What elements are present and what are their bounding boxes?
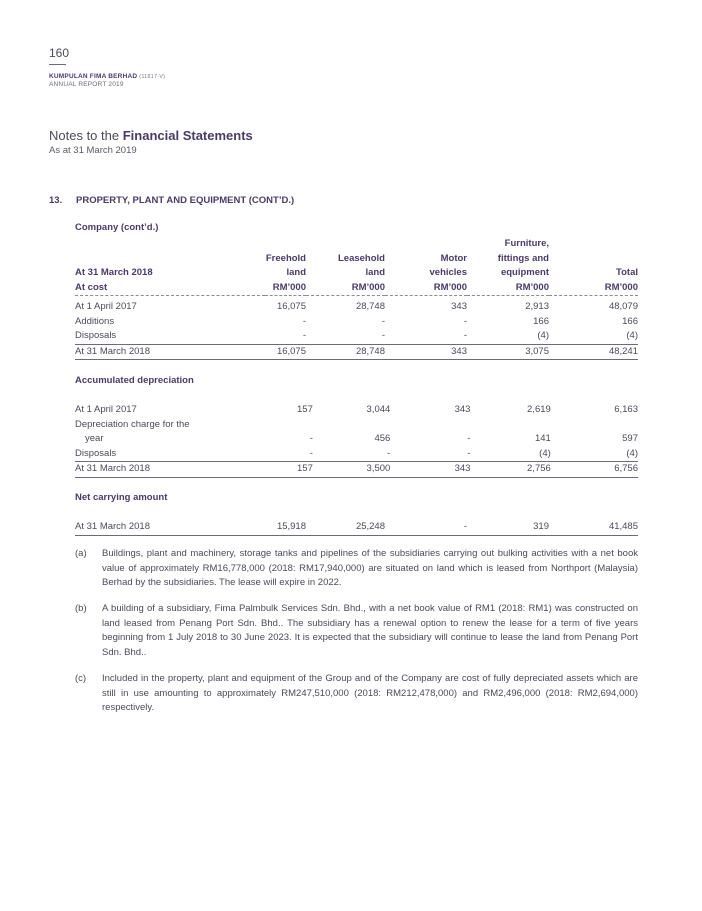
note-text: Buildings, plant and machinery, storage tanks and pipelines of the subsidiaries carrying out bulking activities with a net book value of approximately RM16,778,000 (2018: RM17,940,000) are situated on land which is leased from Northport (Malaysia) Berhad by the subsidiaries. The lease will expire in 2022. [102,548,638,589]
table-cell: 343 [385,344,467,360]
table-cell: - [385,329,467,344]
table-cell: 28,748 [355,301,385,312]
table-cell: 166 [533,315,549,327]
table-cell: 2,756 [470,462,550,478]
table-cell: - [463,315,467,327]
table-cell: 3,500 [313,462,390,478]
table-cell: 41,485 [549,520,638,535]
table-row [75,329,638,344]
header-row-3 [75,266,638,281]
header-cell: land [365,267,385,279]
table-cell: 16,075 [265,344,306,360]
page-title-prefix: Notes to the [49,128,120,143]
header-cell [306,237,385,252]
page-number: 160 [49,46,70,60]
page-title [49,128,253,143]
header-cell: RM’000 [467,281,549,296]
table-cell: 48,079 [608,301,638,312]
note-tag: (a) [75,548,87,559]
table-cell [470,418,550,433]
header-cell: Motor [440,252,467,264]
depreciation-table [75,403,638,478]
table-cell: (4) [467,329,549,344]
table-cell: 25,248 [306,520,385,535]
table-cell: (4) [551,447,638,462]
table-cell: - [467,433,471,445]
row-label: Disposals [75,447,273,462]
row-label: At 31 March 2018 [75,520,265,535]
table-cell: - [302,315,306,327]
header-cell [265,237,306,252]
table-cell: 343 [390,462,470,478]
table-cell: 2,619 [527,404,551,415]
header-cell: At cost [75,281,265,296]
header-cell [75,252,265,267]
table-cell: 3,044 [366,404,391,415]
row-label: At 31 March 2018 [75,462,273,478]
section-title: PROPERTY, PLANT AND EQUIPMENT (CONT’D.) [76,195,295,206]
row-label: At 31 March 2018 [75,344,265,360]
note-a [75,547,638,591]
table-cell: (4) [549,329,638,344]
table-cell: 319 [467,520,549,535]
header-cell: vehicles [429,267,467,279]
table-cell: 16,075 [276,301,306,312]
note-text: A building of a subsidiary, Fima Palmbulk Services Sdn. Bhd., with a net book value of RM1 (2018: RM1) was constructed on land leased from Penang Port Sdn. Bhd.. The subsidiary has a renewal option to renew the lease for a term of five years beginning from 1 July 2018 to 30 June 2023. It is expected that the subsidiary will continue to lease the land from Penang Port Sdn. Bhd.. [102,603,638,658]
header-cell [385,237,467,252]
company-name-text: KUMPULAN FIMA BERHAD [49,73,138,80]
table-row [75,315,638,330]
header-cell: land [286,267,306,279]
note-tag: (c) [75,673,87,684]
header-cell: RM’000 [306,281,385,296]
table-row [75,432,638,447]
table-cell: 28,748 [306,344,385,360]
header-row-2 [75,252,638,267]
table-cell: 6,163 [614,404,638,415]
header-cell: RM’000 [549,281,638,296]
table-cell: 456 [374,433,391,445]
row-label: year [85,433,104,445]
header-cell [549,237,638,252]
table-row [75,418,638,433]
table-row-total [75,462,638,478]
table-cell: 6,756 [551,462,638,478]
table-cell: - [273,447,313,462]
note-text: Included in the property, plant and equipment of the Group and of the Company are cost of fully depreciated assets which are still in use amounting to approximately RM247,510,000 (2018: RM212,478,000) and RM2,496,000 (2018: RM2,694,000) respectively. [102,673,638,714]
table-row-total [75,520,638,535]
table-cell: 343 [451,301,467,312]
row-label: Additions [75,315,115,327]
table-cell: 48,241 [549,344,638,360]
table-cell [313,418,390,433]
ppe-header-table [75,237,638,296]
header-cell: equipment [500,267,549,279]
table-cell: - [306,329,385,344]
row-label: Depreciation charge for the [75,418,190,430]
header-cell: RM’000 [265,281,306,296]
accumulated-depreciation-heading: Accumulated depreciation [75,375,194,386]
section-heading [49,195,294,206]
table-row [75,447,638,462]
header-cell [75,237,265,252]
row-label: At 1 April 2017 [75,301,137,312]
table-cell: 157 [297,404,313,415]
table-row [75,300,638,315]
company-subheading: Company (cont’d.) [75,222,159,233]
header-cell: At 31 March 2018 [75,267,153,279]
table-row [75,403,638,418]
net-carrying-table [75,520,638,536]
table-cell [273,418,313,433]
header-row-1 [75,237,638,252]
note-c [75,672,638,716]
table-cell: 141 [534,433,551,445]
table-cell: - [381,315,385,327]
table-cell: 343 [454,404,471,415]
table-row-total [75,344,638,360]
header-row-4 [75,281,638,296]
header-cell: Freehold [265,252,306,264]
page-number-rule [49,64,66,65]
header-cell: Total [616,267,638,279]
table-cell: 3,075 [467,344,549,360]
report-name: ANNUAL REPORT 2019 [49,81,124,88]
table-cell [551,418,638,433]
header-cell: Furniture, [504,238,549,249]
company-registration: (11817-V) [139,74,166,80]
table-cell: 15,918 [265,520,306,535]
row-label: Disposals [75,329,265,344]
header-cell [549,252,638,267]
table-cell: 166 [622,315,638,327]
header-cell: RM’000 [385,281,467,296]
table-cell: 2,913 [525,301,549,312]
table-cell: 157 [273,462,313,478]
table-cell: 597 [622,433,638,445]
page-title-bold: Financial Statements [122,128,253,143]
company-name [49,73,165,80]
page-subtitle: As at 31 March 2019 [49,145,137,156]
table-cell: - [309,433,313,445]
row-label: At 1 April 2017 [75,404,137,415]
table-cell: (4) [470,447,550,462]
table-cell: - [390,447,470,462]
header-cell: Leasehold [338,252,385,264]
table-cell: - [385,520,467,535]
note-b [75,602,638,660]
header-cell: fittings and [497,252,549,264]
section-number: 13. [49,195,63,206]
table-cell: - [265,329,306,344]
net-carrying-amount-heading: Net carrying amount [75,492,168,503]
table-cell [390,418,470,433]
table-cell: - [313,447,390,462]
note-tag: (b) [75,603,87,614]
cost-table [75,300,638,360]
